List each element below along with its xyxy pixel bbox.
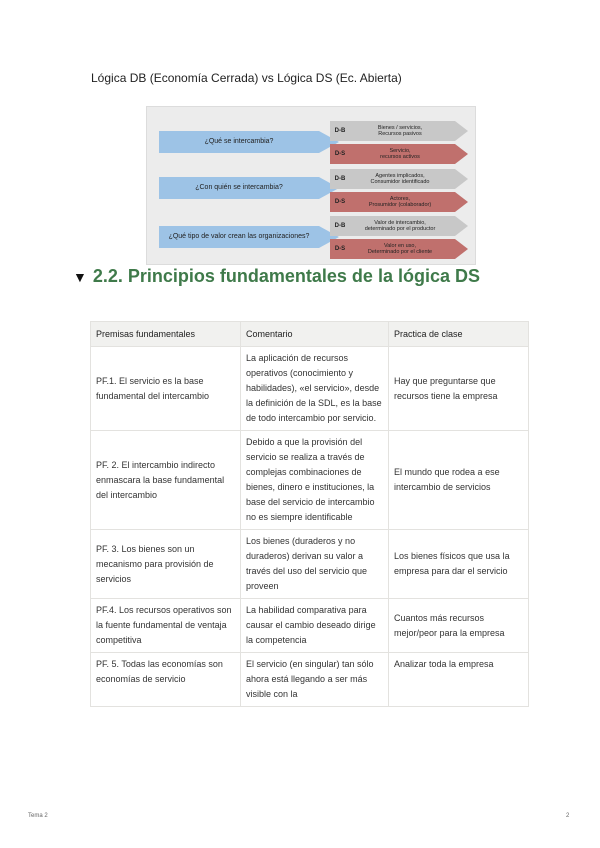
column-header: Premisas fundamentales bbox=[91, 322, 241, 347]
db-vs-ds-figure bbox=[146, 106, 476, 265]
ds-arrow-2 bbox=[330, 192, 470, 212]
comentario-cell: La habilidad comparativa para causar el cambio deseado dirige la competencia bbox=[241, 599, 389, 653]
practica-cell: Cuantos más recursos mejor/peor para la empresa bbox=[389, 599, 529, 653]
row-text: Actores, Prosumidor (colaborador) bbox=[368, 196, 432, 208]
document-title: Lógica DB (Economía Cerrada) vs Lógica DS (Ec. Abierta) bbox=[91, 71, 402, 85]
row-text: Valor en uso, Determinado por el cliente bbox=[367, 243, 433, 255]
table-header-row bbox=[91, 322, 529, 347]
row-tag: D-S bbox=[334, 199, 346, 205]
column-header: Practica de clase bbox=[389, 322, 529, 347]
question-text: ¿Qué se intercambia? bbox=[204, 138, 274, 145]
footer-topic: Tema 2 bbox=[28, 813, 48, 819]
question-text: ¿Con quién se intercambia? bbox=[195, 184, 283, 191]
premisa-cell: PF. 3. Los bienes son un mecanismo para provisión de servicios bbox=[91, 530, 241, 599]
practica-cell: El mundo que rodea a ese intercambio de servicios bbox=[389, 431, 529, 530]
question-arrow-1 bbox=[159, 131, 339, 153]
table-row bbox=[91, 599, 529, 653]
question-text: ¿Qué tipo de valor crean las organizaciones? bbox=[168, 233, 310, 240]
table-row bbox=[91, 653, 529, 707]
ds-arrow-1 bbox=[330, 144, 470, 164]
table-row bbox=[91, 347, 529, 431]
comentario-cell: La aplicación de recursos operativos (conocimiento y habilidades), «el servicio», desde la definición de la SDL, es la base de todo intercambio por servicio. bbox=[241, 347, 389, 431]
row-text: Valor de intercambio, determinado por el productor bbox=[364, 220, 436, 232]
question-arrow-3 bbox=[159, 226, 339, 248]
row-tag: D-S bbox=[334, 151, 346, 157]
comentario-cell: El servicio (en singular) tan sólo ahora está llegando a ser más visible con la bbox=[241, 653, 389, 707]
db-arrow-2 bbox=[330, 169, 470, 189]
practica-cell: Hay que preguntarse que recursos tiene la empresa bbox=[389, 347, 529, 431]
table-row bbox=[91, 431, 529, 530]
db-arrow-1 bbox=[330, 121, 470, 141]
row-tag: D-S bbox=[334, 246, 346, 252]
column-header: Comentario bbox=[241, 322, 389, 347]
row-tag: D-B bbox=[334, 128, 346, 134]
comentario-cell: Los bienes (duraderos y no duraderos) derivan su valor a través del uso del servicio que proveen bbox=[241, 530, 389, 599]
row-text: Servicio, recursos activos bbox=[380, 148, 420, 160]
toggle-triangle-icon[interactable]: ▼ bbox=[73, 268, 87, 285]
section-heading-text: 2.2. Principios fundamentales de la lógica DS bbox=[92, 266, 480, 286]
question-arrow-2 bbox=[159, 177, 339, 199]
comentario-cell: Debido a que la provisión del servicio se realiza a través de complejas combinaciones de bienes, dinero e instituciones, la base del servicio de intercambio no es siempre identificable bbox=[241, 431, 389, 530]
premisa-cell: PF. 2. El intercambio indirecto enmascara la base fundamental del intercambio bbox=[91, 431, 241, 530]
table-row bbox=[91, 530, 529, 599]
premisas-table bbox=[90, 321, 529, 707]
practica-cell: Analizar toda la empresa bbox=[389, 653, 529, 707]
row-tag: D-B bbox=[334, 176, 346, 182]
premisa-cell: PF. 5. Todas las economías son economías de servicio bbox=[91, 653, 241, 707]
page-number: 2 bbox=[566, 813, 570, 819]
practica-cell: Los bienes físicos que usa la empresa para dar el servicio bbox=[389, 530, 529, 599]
row-text: Agentes implicados, Consumidor identificado bbox=[370, 173, 430, 185]
section-heading bbox=[73, 266, 480, 287]
premisa-cell: PF.1. El servicio es la base fundamental del intercambio bbox=[91, 347, 241, 431]
db-arrow-3 bbox=[330, 216, 470, 236]
ds-arrow-3 bbox=[330, 239, 470, 259]
row-text: Bienes / servicios, Recursos pasivos bbox=[377, 125, 423, 137]
row-tag: D-B bbox=[334, 223, 346, 229]
premisa-cell: PF.4. Los recursos operativos son la fuente fundamental de ventaja competitiva bbox=[91, 599, 241, 653]
